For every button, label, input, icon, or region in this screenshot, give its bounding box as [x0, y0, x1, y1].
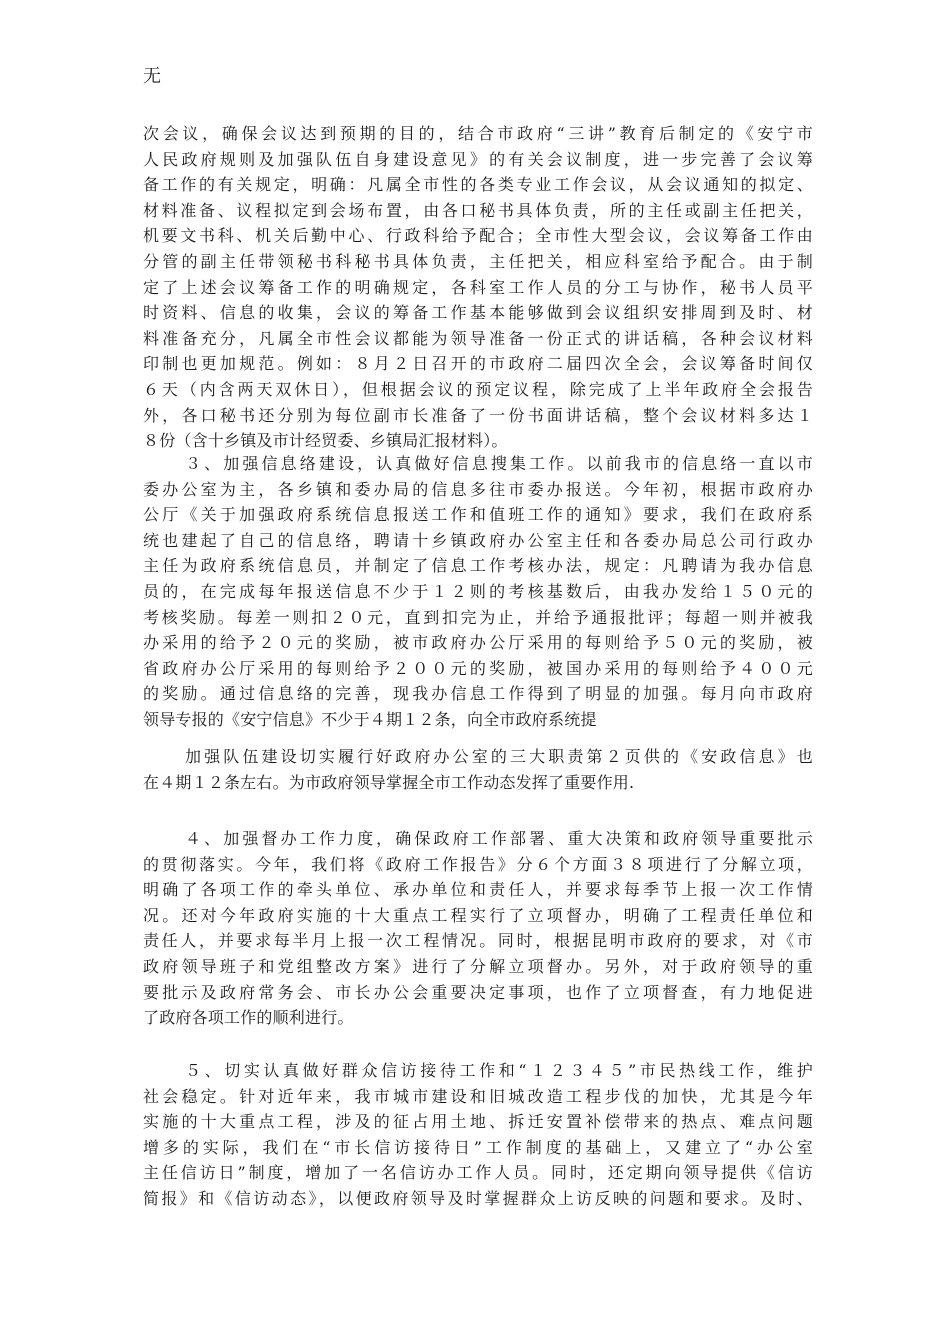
text-line: 在４期１２条左右。为市政府领导掌握全市工作动态发挥了重要作用. — [143, 772, 635, 792]
text-line: 增多的实际，我们在“市长信访接待日”工作制度的基础上，又建立了“办公室 — [143, 1137, 813, 1157]
text-line: 的贯彻落实。今年，我们将《政府工作报告》分６个方面３８项进行了分解立项， — [143, 854, 813, 874]
text-line: 况。还对今年政府实施的十大重点工程实行了立项督办，明确了工程责任单位和 — [143, 905, 813, 925]
text-line: 要批示及政府常务会、市长办公会重要决定事项，也作了立项督查，有力地促进 — [143, 982, 813, 1002]
text-line: 办采用的给予２０元的奖励，被市政府办公厅采用的每则给予５０元的奖励，被 — [143, 633, 813, 653]
text-line: 备工作的有关规定，明确：凡属全市性的各类专业工作会议，从会议通知的拟定、 — [143, 175, 813, 195]
text-line: 主任信访日”制度，增加了一名信访办工作人员。同时，还定期向领导提供《信访 — [143, 1163, 813, 1183]
text-line: 次会议，确保会议达到预期的目的，结合市政府“三讲”教育后制定的《安宁市 — [143, 124, 813, 143]
text-line: 了政府各项工作的顺利进行。 — [143, 1008, 354, 1028]
text-line: 委办公室为主，各乡镇和委办局的信息多往市委办报送。今年初，根据市政府办 — [143, 479, 813, 499]
text-line: 定了上述会议筹备工作的明确规定，各科室工作人员的分工与协作，秘书人员平 — [143, 277, 813, 297]
header-mark: 无 — [143, 66, 161, 87]
paragraph-meeting-preparation — [143, 121, 813, 454]
text-line: 统也建起了自己的信息络，聘请十乡镇政府办公室主任和各委办局总公司行政办 — [143, 530, 813, 550]
text-line: 材料准备、议程拟定到会场布置，由各口秘书具体负责，所的主任或副主任把关， — [143, 200, 813, 220]
text-line: 省政府办公厅采用的每则给予２００元的奖励，被国办采用的每则给予４００元 — [143, 658, 813, 678]
text-line: 责任人，并要求每半月上报一次工程情况。同时，根据昆明市政府的要求，对《市 — [143, 931, 813, 951]
text-line: ６天（内含两天双休日），但根据会议的预定议程，除完成了上半年政府全会报告 — [143, 379, 813, 399]
text-line: ５、切实认真做好群众信访接待工作和“１２３４５”市民热线工作，维护 — [185, 1061, 813, 1080]
text-line: 公厅《关于加强政府系统信息报送工作和值班工作的通知》要求，我们在政府系 — [143, 505, 813, 525]
text-line: 料准备充分，凡属全市性会议都能为领导准备一份正式的讲话稿，各种会议材料 — [143, 328, 813, 348]
text-line: 时资料、信息的收集，会议的筹备工作基本能够做到会议组织安排周到及时、材 — [143, 303, 813, 323]
text-line: 考核奖励。每差一则扣２０元，直到扣完为止，并给予通报批评；每超一则并被我 — [143, 607, 813, 627]
text-line: 主任为政府系统信息员，并制定了信息工作考核办法，规定：凡聘请为我办信息 — [143, 556, 813, 576]
text-line: ４、加强督办工作力度，确保政府工作部署、重大决策和政府领导重要批示 — [185, 829, 813, 848]
text-line: 外，各口秘书还分别为每位副市长准备了一份书面讲话稿，整个会议材料多达１ — [143, 405, 813, 425]
text-line: 明确了各项工作的牵头单位、承办单位和责任人，并要求每季节上报一次工作情 — [143, 880, 813, 900]
paragraph-information-network — [143, 451, 813, 733]
text-line: 分管的副主任带领秘书科秘书具体负责，主任把关，相应科室给予配合。由于制 — [143, 251, 813, 271]
text-line: 加强队伍建设切实履行好政府办公室的三大职责第２页供的《安政信息》也 — [185, 747, 813, 766]
text-line: ８份（含十乡镇及市计经贸委、乡镇局汇报材料）。 — [143, 431, 508, 451]
paragraph-continuation — [143, 744, 813, 795]
text-line: 机要文书科、机关后勤中心、行政科给予配合；全市性大型会议，会议筹备工作由 — [143, 226, 813, 246]
text-line: 员的，在完成每年报送信息不少于１２则的考核基数后，由我办发给１５０元的 — [143, 581, 813, 601]
text-line: 领导专报的《安宁信息》不少于４期１２条，向全市政府系统提 — [143, 709, 597, 729]
text-line: 印制也更加规范。例如：８月２日召开的市政府二届四次全会，会议筹备时间仅 — [143, 354, 813, 374]
text-line: 的奖励。通过信息络的完善，现我办信息工作得到了明显的加强。每月向市政府 — [143, 684, 813, 704]
paragraph-petitions — [143, 1058, 813, 1212]
text-line: 社会稳定。针对近年来，我市城市建设和旧城改造工程步伐的加快，尤其是今年 — [143, 1086, 813, 1106]
text-line: 实施的十大重点工程，涉及的征占用土地、拆迁安置补偿带来的热点、难点问题 — [143, 1112, 813, 1132]
text-line: ３、加强信息络建设，认真做好信息搜集工作。以前我市的信息络一直以市 — [185, 454, 813, 473]
paragraph-supervision — [143, 826, 813, 1031]
text-line: 政府领导班子和党组整改方案》进行了分解立项督办。另外，对于政府领导的重 — [143, 956, 813, 976]
text-line: 人民政府规则及加强队伍自身建设意见》的有关会议制度，进一步完善了会议筹 — [143, 149, 813, 169]
text-line: 简报》和《信访动态》，以便政府领导及时掌握群众上访反映的问题和要求。及时、 — [143, 1188, 813, 1208]
